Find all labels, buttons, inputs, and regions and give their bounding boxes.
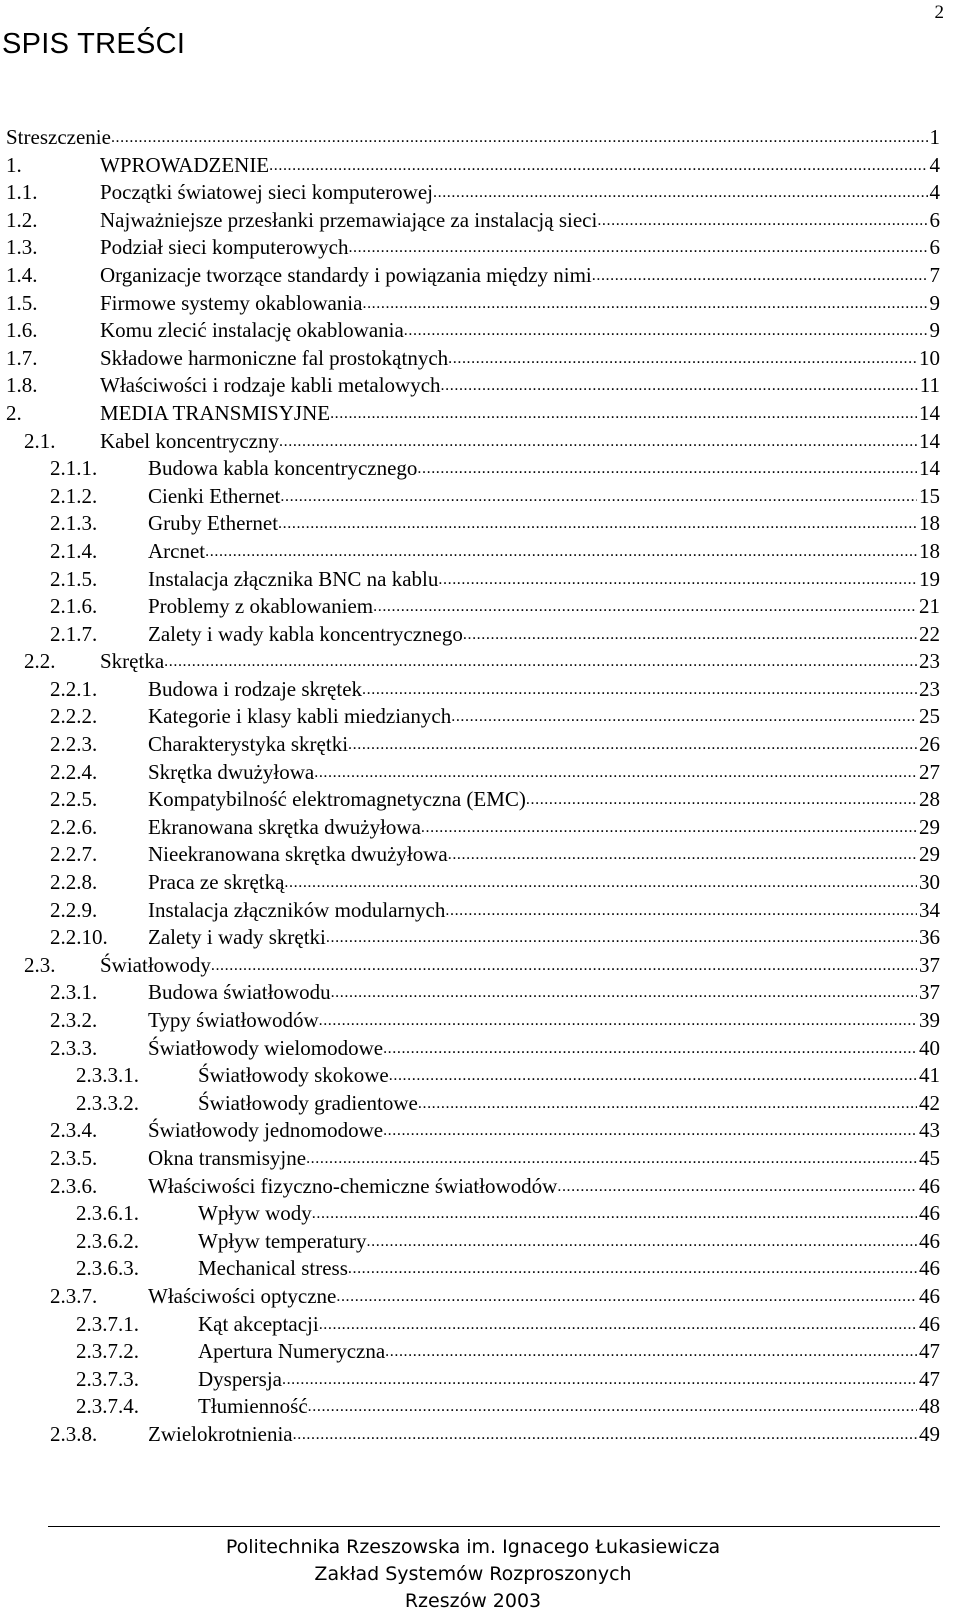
toc-dot-leader	[421, 814, 917, 842]
toc-entry-page: 18	[919, 538, 940, 563]
toc-dot-leader	[308, 1393, 917, 1421]
toc-entry-title: Komu zlecić instalację okablowania	[100, 318, 404, 343]
toc-dot-leader	[205, 538, 917, 566]
toc-entry-title: Właściwości optyczne	[148, 1283, 337, 1308]
toc-entry-number: 2.1.6.	[50, 594, 98, 619]
toc-entry[interactable]	[0, 1311, 940, 1339]
toc-entry-number: 2.2.5.	[50, 787, 98, 812]
toc-entry-title: Nieekranowana skrętka dwużyłowa	[148, 842, 448, 867]
toc-dot-leader	[306, 1145, 917, 1173]
toc-entry-number: 2.3.4.	[50, 1118, 98, 1143]
toc-dot-leader	[269, 152, 927, 180]
toc-entry-number: 1.	[6, 152, 22, 177]
toc-dot-leader	[284, 869, 917, 897]
toc-entry-title: Budowa i rodzaje skrętek	[148, 676, 363, 701]
toc-entry-title: Firmowe systemy okablowania	[100, 290, 363, 315]
toc-entry-number: 2.3.3.2.	[76, 1090, 139, 1115]
toc-entry-title: Właściwości fizyczno-chemiczne światłowodów	[148, 1173, 558, 1198]
toc-entry-number: 2.3.3.	[50, 1035, 98, 1060]
toc-dot-leader	[367, 1228, 917, 1256]
toc-entry-page: 1	[929, 125, 940, 149]
toc-entry-page: 6	[929, 235, 940, 260]
toc-dot-leader	[331, 979, 917, 1007]
toc-entry[interactable]	[0, 1117, 940, 1145]
toc-entry-page: 9	[929, 290, 940, 315]
toc-entry-number: 2.3.6.3.	[76, 1256, 139, 1281]
toc-entry-title: Kabel koncentryczny	[100, 428, 280, 453]
toc-dot-leader	[445, 897, 917, 925]
toc-entry-number: 2.3.7.1.	[76, 1311, 139, 1336]
toc-dot-leader	[319, 1007, 917, 1035]
toc-entry-page: 34	[919, 897, 940, 922]
toc-entry-title: Problemy z okablowaniem	[148, 594, 374, 619]
toc-dot-leader	[448, 841, 917, 869]
footer-place-year: Rzeszów 2003	[404, 1590, 542, 1612]
toc-entry-title: Instalacja złączników modularnych	[148, 897, 446, 922]
toc-entry-page: 6	[929, 207, 940, 232]
toc-entry[interactable]	[0, 1338, 940, 1366]
toc-entry[interactable]	[0, 897, 940, 925]
toc-dot-leader	[330, 400, 917, 428]
toc-entry-page: 19	[919, 566, 940, 591]
toc-entry-number: 2.3.7.2.	[76, 1339, 139, 1364]
toc-entry-page: 40	[919, 1035, 940, 1060]
toc-entry[interactable]	[0, 1255, 940, 1283]
footer-divider	[48, 1526, 940, 1527]
toc-entry-page: 21	[919, 594, 940, 619]
toc-entry[interactable]	[0, 1200, 940, 1228]
toc-dot-leader	[280, 483, 917, 511]
toc-entry-page: 15	[919, 483, 940, 508]
toc-entry-title: Kategorie i klasy kabli miedzianych	[148, 704, 452, 729]
toc-entry-page: 9	[929, 318, 940, 343]
toc-entry[interactable]	[0, 428, 940, 456]
toc-entry-title: Właściwości i rodzaje kabli metalowych	[100, 373, 441, 398]
toc-entry[interactable]	[0, 152, 940, 180]
footer-university: Politechnika Rzeszowska im. Ignacego Łukasiewicza	[225, 1536, 721, 1558]
toc-entry-title: Światłowody wielomodowe	[148, 1035, 384, 1060]
toc-entry-number: 1.1.	[6, 180, 38, 205]
toc-entry-title: Dyspersja	[198, 1366, 282, 1391]
toc-dot-leader	[383, 1035, 917, 1063]
toc-entry-number: 2.	[6, 400, 22, 425]
toc-entry-page: 29	[919, 814, 940, 839]
toc-entry-title: Okna transmisyjne	[148, 1145, 307, 1170]
toc-entry-page: 23	[919, 649, 940, 674]
toc-entry-title: Skrętka dwużyłowa	[148, 759, 315, 784]
toc-entry-number: 2.1.5.	[50, 566, 98, 591]
toc-dot-leader	[417, 455, 917, 483]
toc-entry-title: Budowa kabla koncentrycznego	[148, 456, 418, 481]
toc-entry-title: Kompatybilność elektromagnetyczna (EMC)	[148, 787, 526, 812]
toc-dot-leader	[312, 1200, 917, 1228]
toc-entry[interactable]	[0, 924, 940, 952]
toc-entry-number: 1.5.	[6, 290, 38, 315]
toc-entry-page: 47	[919, 1366, 940, 1391]
table-of-contents	[0, 124, 940, 1449]
toc-entry-number: 2.3.6.	[50, 1173, 98, 1198]
toc-entry-page: 46	[919, 1256, 940, 1281]
toc-entry-page: 45	[919, 1145, 940, 1170]
toc-entry-number: 2.3.5.	[50, 1145, 98, 1170]
toc-dot-leader	[438, 566, 917, 594]
toc-dot-leader	[463, 621, 917, 649]
toc-entry-page: 26	[919, 732, 940, 757]
toc-entry-title: MEDIA TRANSMISYJNE	[100, 400, 331, 425]
toc-entry[interactable]	[0, 1366, 940, 1394]
toc-entry-title: Zalety i wady skrętki	[148, 925, 326, 950]
toc-entry-number: 2.2.9.	[50, 897, 98, 922]
toc-entry-number: 2.3.7.4.	[76, 1394, 139, 1419]
toc-entry-number: 2.3.3.1.	[76, 1063, 139, 1088]
toc-entry-number: 2.2.	[24, 649, 56, 674]
toc-entry-number: 2.1.4.	[50, 538, 98, 563]
toc-dot-leader	[592, 262, 928, 290]
toc-entry-number: 2.2.4.	[50, 759, 98, 784]
toc-entry-number: 1.4.	[6, 262, 38, 287]
toc-dot-leader	[557, 1173, 917, 1201]
toc-entry-page: 14	[919, 400, 940, 425]
toc-entry-page: 22	[919, 621, 940, 646]
toc-entry-number: 2.1.3.	[50, 511, 98, 536]
toc-entry-number: 1.8.	[6, 373, 38, 398]
toc-entry-title: Ekranowana skrętka dwużyłowa	[148, 814, 421, 839]
toc-entry[interactable]	[0, 179, 940, 207]
toc-entry-number: 1.6.	[6, 318, 38, 343]
toc-dot-leader	[314, 759, 917, 787]
toc-entry-number: 2.1.2.	[50, 483, 98, 508]
toc-entry-title: Budowa światłowodu	[148, 980, 331, 1005]
toc-entry[interactable]	[0, 1173, 940, 1201]
toc-entry-number: 2.3.7.3.	[76, 1366, 139, 1391]
toc-entry-title: Praca ze skrętką	[148, 870, 285, 895]
toc-entry-title: Skrętka	[100, 649, 165, 674]
toc-entry-number: 2.2.6.	[50, 814, 98, 839]
toc-dot-leader	[362, 676, 917, 704]
toc-entry-page: 48	[919, 1394, 940, 1419]
toc-entry[interactable]	[0, 648, 940, 676]
toc-entry[interactable]	[0, 759, 940, 787]
toc-entry-page: 39	[919, 1008, 940, 1032]
toc-entry-page: 46	[919, 1201, 940, 1226]
toc-entry-title: Światłowody gradientowe	[198, 1090, 418, 1115]
toc-dot-leader	[597, 207, 927, 235]
toc-entry-title: Organizacje tworzące standardy i powiązania między nimi	[100, 262, 592, 287]
toc-entry[interactable]	[0, 566, 940, 594]
toc-entry[interactable]	[0, 455, 940, 483]
toc-entry-page: 46	[919, 1173, 940, 1198]
toc-entry[interactable]	[0, 1145, 940, 1173]
toc-entry-number: 2.2.10.	[50, 925, 108, 950]
toc-entry[interactable]	[0, 869, 940, 897]
toc-dot-leader	[433, 179, 928, 207]
toc-entry-page: 14	[919, 456, 940, 481]
toc-entry[interactable]	[0, 1007, 940, 1035]
toc-entry-title: Charakterystyka skrętki	[148, 732, 349, 757]
toc-entry-number: 1.2.	[6, 207, 38, 232]
toc-entry-title: Mechanical stress	[198, 1256, 348, 1281]
toc-entry-number: 2.2.1.	[50, 676, 98, 701]
toc-entry[interactable]	[0, 483, 940, 511]
toc-entry-page: 29	[919, 842, 940, 867]
toc-entry-number: 2.3.6.1.	[76, 1201, 139, 1226]
toc-dot-leader	[383, 1117, 917, 1145]
toc-entry-page: 46	[919, 1311, 940, 1336]
toc-entry-page: 37	[919, 980, 940, 1005]
toc-entry-number: 2.3.	[24, 952, 56, 977]
toc-entry-number: 2.2.2.	[50, 704, 98, 729]
toc-dot-leader	[348, 1255, 917, 1283]
toc-entry-title: Tłumienność	[198, 1394, 308, 1419]
toc-dot-leader	[326, 924, 917, 952]
toc-dot-leader	[348, 234, 927, 262]
toc-entry[interactable]	[0, 1283, 940, 1311]
toc-entry-page: 4	[929, 180, 940, 205]
toc-entry-page: 14	[919, 428, 940, 453]
toc-entry-page: 27	[919, 759, 940, 784]
toc-dot-leader	[441, 372, 918, 400]
toc-entry-page: 18	[919, 511, 940, 536]
toc-entry[interactable]	[0, 1035, 940, 1063]
toc-entry[interactable]	[0, 676, 940, 704]
toc-entry-title: Światłowody	[100, 952, 211, 977]
toc-entry[interactable]	[0, 731, 940, 759]
toc-entry[interactable]	[0, 1421, 940, 1449]
toc-entry-page: 28	[919, 787, 940, 812]
toc-entry-title: Instalacja złącznika BNC na kablu	[148, 566, 439, 591]
toc-entry-title: Światłowody skokowe	[198, 1063, 389, 1088]
toc-entry-page: 37	[919, 952, 940, 977]
toc-entry[interactable]	[0, 372, 940, 400]
toc-entry-title: Kąt akceptacji	[198, 1311, 319, 1336]
toc-entry-page: 30	[919, 870, 940, 895]
toc-dot-leader	[111, 124, 928, 152]
toc-entry[interactable]	[0, 1393, 940, 1421]
toc-dot-leader	[526, 786, 917, 814]
toc-entry-page: 25	[919, 704, 940, 729]
toc-entry-title: Cienki Ethernet	[148, 483, 281, 508]
toc-entry-number: 2.1.1.	[50, 456, 98, 481]
toc-entry[interactable]	[0, 400, 940, 428]
toc-entry-number: 2.3.6.2.	[76, 1228, 139, 1253]
toc-entry[interactable]	[0, 345, 940, 373]
toc-entry[interactable]	[0, 1090, 940, 1118]
toc-entry[interactable]	[0, 621, 940, 649]
toc-entry-number: 2.1.7.	[50, 621, 98, 646]
toc-entry[interactable]	[0, 1062, 940, 1090]
toc-entry[interactable]	[0, 703, 940, 731]
toc-dot-leader	[211, 952, 917, 980]
toc-entry-number: 2.2.3.	[50, 732, 98, 757]
toc-entry-title: WPROWADZENIE	[100, 152, 270, 177]
toc-entry-number: 2.3.7.	[50, 1283, 98, 1308]
toc-entry-page: 46	[919, 1283, 940, 1308]
toc-entry[interactable]	[0, 317, 940, 345]
toc-entry-page: 41	[919, 1063, 940, 1088]
toc-entry-title: Początki światowej sieci komputerowej	[100, 180, 433, 205]
toc-dot-leader	[373, 593, 917, 621]
toc-dot-leader	[389, 1062, 917, 1090]
toc-entry[interactable]	[0, 1228, 940, 1256]
toc-dot-leader	[451, 703, 917, 731]
toc-entry-title: Zalety i wady kabla koncentrycznego	[148, 621, 463, 646]
toc-dot-leader	[336, 1283, 917, 1311]
toc-dot-leader	[448, 345, 917, 373]
toc-entry-page: 36	[919, 925, 940, 950]
toc-entry-number: 1.7.	[6, 345, 38, 370]
toc-dot-leader	[278, 510, 917, 538]
toc-entry-page: 23	[919, 676, 940, 701]
toc-entry[interactable]	[0, 290, 940, 318]
toc-entry-title: Gruby Ethernet	[148, 511, 279, 536]
toc-entry-page: 7	[929, 262, 940, 287]
toc-entry-title: Wpływ temperatury	[198, 1228, 367, 1253]
toc-entry-page: 11	[919, 373, 940, 398]
toc-entry-title: Arcnet	[148, 538, 206, 563]
toc-entry[interactable]	[0, 207, 940, 235]
toc-entry-title: Streszczenie	[6, 125, 111, 149]
toc-entry-page: 10	[919, 345, 940, 370]
footer-department: Zakład Systemów Rozproszonych	[314, 1563, 632, 1585]
toc-entry-number: 2.2.7.	[50, 842, 98, 867]
toc-dot-leader	[418, 1090, 917, 1118]
toc-entry-number: 2.3.2.	[50, 1008, 98, 1032]
footer	[0, 1534, 946, 1615]
toc-dot-leader	[282, 1366, 917, 1394]
toc-entry[interactable]	[0, 593, 940, 621]
toc-entry-title: Typy światłowodów	[148, 1008, 319, 1032]
toc-entry[interactable]	[0, 841, 940, 869]
toc-dot-leader	[164, 648, 917, 676]
toc-entry-title: Składowe harmoniczne fal prostokątnych	[100, 345, 449, 370]
toc-entry-page: 46	[919, 1228, 940, 1253]
toc-entry[interactable]	[0, 814, 940, 842]
toc-entry-title: Apertura Numeryczna	[198, 1339, 386, 1364]
toc-entry-number: 2.1.	[24, 428, 56, 453]
toc-entry-number: 2.3.8.	[50, 1421, 98, 1446]
toc-entry[interactable]	[0, 234, 940, 262]
toc-entry-page: 4	[929, 152, 940, 177]
toc-entry[interactable]	[0, 262, 940, 290]
toc-entry-number: 2.2.8.	[50, 870, 98, 895]
toc-entry[interactable]	[0, 124, 940, 152]
toc-dot-leader	[319, 1311, 917, 1339]
toc-entry-page: 43	[919, 1118, 940, 1143]
toc-entry-title: Najważniejsze przesłanki przemawiające za instalacją sieci	[100, 207, 598, 232]
toc-dot-leader	[362, 290, 927, 318]
toc-entry-title: Zwielokrotnienia	[148, 1421, 293, 1446]
toc-entry[interactable]	[0, 510, 940, 538]
toc-entry-title: Podział sieci komputerowych	[100, 235, 349, 260]
toc-entry-page: 49	[919, 1421, 940, 1446]
toc-dot-leader	[279, 428, 917, 456]
toc-entry[interactable]	[0, 952, 940, 980]
toc-entry-page: 42	[919, 1090, 940, 1115]
toc-dot-leader	[385, 1338, 917, 1366]
toc-entry-title: Światłowody jednomodowe	[148, 1118, 384, 1143]
toc-dot-leader	[404, 317, 928, 345]
toc-entry-number: 2.3.1.	[50, 980, 98, 1005]
toc-entry[interactable]	[0, 786, 940, 814]
page-title: SPIS TREŚCI	[2, 28, 186, 60]
toc-entry-title: Wpływ wody	[198, 1201, 312, 1226]
toc-entry-page: 47	[919, 1339, 940, 1364]
toc-dot-leader	[348, 731, 917, 759]
toc-entry[interactable]	[0, 979, 940, 1007]
page-number: 2	[934, 2, 944, 23]
toc-dot-leader	[293, 1421, 917, 1449]
toc-entry[interactable]	[0, 538, 940, 566]
toc-entry-number: 1.3.	[6, 235, 38, 260]
